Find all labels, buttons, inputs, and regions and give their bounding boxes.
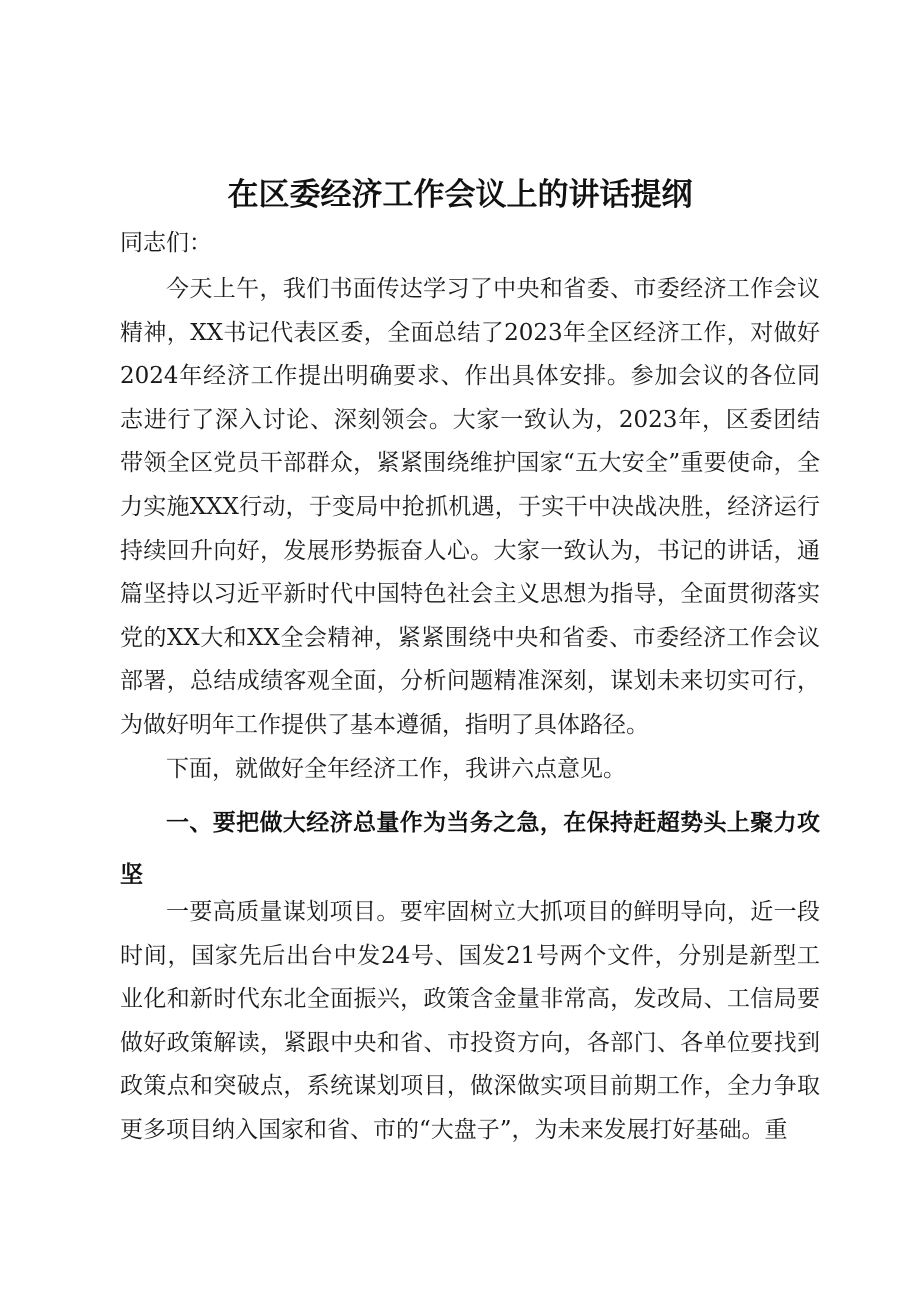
paragraph-opening: 今天上午，我们书面传达学习了中央和省委、市委经济工作会议精神，XX书记代表区委，全面总结了2023年全区经济工作，对做好2024年经济工作提出明确要求、作出具体安排。参加会议的各位同志进行了深入讨论、深刻领会。大家一致认为，2023年，区委团结带领全区党员干部群众，紧紧围绕维护国家“五大安全”重要使命，全力实施XXX行动，于变局中抢抓机遇，于实干中决战决胜，经济运行持续回升向好，发展形势振奋人心。大家一致认为，书记的讲话，通篇坚持以习近平新时代中国特色社会主义思想为指导，全面贯彻落实党的XX大和XX全会精神，紧紧围绕中央和省委、市委经济工作会议部署，总结成绩客观全面，分析问题精准深刻，谋划未来切实可行，为做好明年工作提供了基本遵循，指明了具体路径。 xyxy=(120,276,820,738)
document-title: 在区委经济工作会议上的讲话提纲 xyxy=(227,177,693,213)
salutation: 同志们： xyxy=(120,230,212,256)
section-heading-1: 一、要把做大经济总量作为当务之急，在保持赶超势头上聚力攻坚 xyxy=(120,810,820,888)
paragraph-section-1: 一要高质量谋划项目。要牢固树立大抓项目的鲜明导向，近一段时间，国家先后出台中发24号、国发21号两个文件，分别是新型工业化和新时代东北全面振兴，政策含金量非常高，发改局、工信局要做好政策解读，紧跟中央和省、市投资方向，各部门、各单位要找到政策点和突破点，系统谋划项目，做深做实项目前期工作，全力争取更多项目纳入国家和省、市的“大盘子”，为未来发展打好基础。重 xyxy=(120,899,820,1143)
paragraph-transition: 下面，就做好全年经济工作，我讲六点意见。 xyxy=(166,756,626,782)
